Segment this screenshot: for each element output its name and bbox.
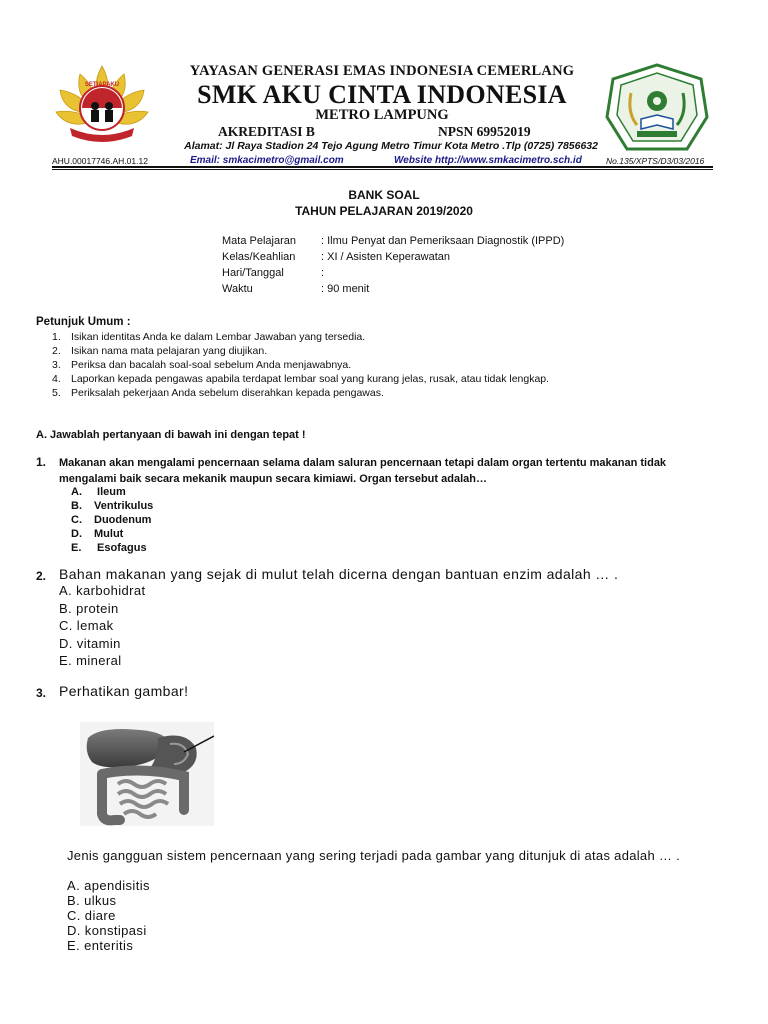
- digestive-system-image: [80, 722, 214, 826]
- npsn: NPSN 69952019: [438, 124, 531, 139]
- question-2-option-d[interactable]: D. vitamin: [59, 636, 121, 651]
- question-2-option-c[interactable]: C. lemak: [59, 618, 114, 633]
- school-logo-right: [603, 63, 711, 155]
- question-3-question: Jenis gangguan sistem pencernaan yang sering terjadi pada gambar yang ditunjuk di atas adalah … .: [67, 848, 681, 863]
- question-3-option-b[interactable]: B. ulkus: [67, 893, 117, 908]
- school-website[interactable]: Website http://www.smkacimetro.sch.id: [394, 155, 582, 166]
- question-1-option-d[interactable]: D. Mulut: [71, 528, 124, 540]
- info-value-date: :: [321, 267, 325, 279]
- question-1-number: 1.: [36, 455, 47, 469]
- question-3-option-e[interactable]: E. enteritis: [67, 938, 134, 953]
- instruction-item: 3. Periksa dan bacalah soal-soal sebelum Anda menjawabnya.: [52, 359, 352, 371]
- question-1-option-b[interactable]: B. Ventrikulus: [71, 500, 154, 512]
- info-value-class: : XI / Asisten Keperawatan: [321, 251, 451, 263]
- info-label-class: Kelas/Keahlian: [222, 251, 296, 263]
- accreditation: AKREDITASI B: [218, 124, 315, 139]
- foundation-name: YAYASAN GENERASI EMAS INDONESIA CEMERLANG: [189, 63, 575, 79]
- question-3-option-d[interactable]: D. konstipasi: [67, 923, 147, 938]
- header-rule-thin: [52, 169, 713, 170]
- question-3-number: 3.: [36, 686, 47, 700]
- ahu-number: AHU.00017746.AH.01.12: [52, 156, 148, 166]
- question-1-option-a[interactable]: A. Ileum: [71, 486, 126, 498]
- school-email[interactable]: Email: smkacimetro@gmail.com: [190, 155, 344, 166]
- question-3-text: Perhatikan gambar!: [59, 683, 189, 699]
- svg-text:SETIAPAKU: SETIAPAKU: [84, 82, 120, 88]
- question-1-option-e[interactable]: E. Esofagus: [71, 542, 147, 554]
- info-value-subject: : Ilmu Penyat dan Pemeriksaan Diagnostik (IPPD): [321, 235, 565, 247]
- doc-subtitle: TAHUN PELAJARAN 2019/2020: [295, 204, 473, 218]
- instruction-item: 4. Laporkan kepada pengawas apabila terdapat lembar soal yang kurang jelas, rusak, atau tidak lengkap.: [52, 373, 550, 385]
- instruction-item: 5. Periksalah pekerjaan Anda sebelum diserahkan kepada pengawas.: [52, 387, 384, 399]
- info-value-time: : 90 menit: [321, 283, 370, 295]
- instruction-item: 2. Isikan nama mata pelajaran yang diujikan.: [52, 345, 268, 357]
- school-city: METRO LAMPUNG: [315, 107, 449, 123]
- instruction-item: 1. Isikan identitas Anda ke dalam Lembar Jawaban yang tersedia.: [52, 331, 366, 343]
- question-2-text: Bahan makanan yang sejak di mulut telah dicerna dengan bantuan enzim adalah … .: [59, 566, 619, 582]
- header-rule: [52, 166, 713, 168]
- question-1-option-c[interactable]: C. Duodenum: [71, 514, 152, 526]
- doc-title: BANK SOAL: [348, 188, 420, 202]
- school-logo-left: [52, 62, 152, 154]
- registration-number: No.135/XPTS/D3/03/2016: [606, 156, 705, 166]
- question-2-option-e[interactable]: E. mineral: [59, 653, 122, 668]
- question-2-option-b[interactable]: B. protein: [59, 601, 119, 616]
- info-label-date: Hari/Tanggal: [222, 267, 284, 279]
- section-heading: A. Jawablah pertanyaan di bawah ini dengan tepat !: [36, 429, 306, 441]
- question-1-text: Makanan akan mengalami pencernaan selama dalam saluran pencernaan tetapi dalam organ tertentu makanan tidak mengalami baik secara mekanik maupun secara kimiawi. Organ tersebut adalah…: [59, 457, 667, 485]
- question-2-number: 2.: [36, 569, 47, 583]
- question-3-option-c[interactable]: C. diare: [67, 908, 116, 923]
- info-label-time: Waktu: [222, 283, 253, 295]
- instructions-heading: Petunjuk Umum :: [36, 316, 131, 328]
- question-3-option-a[interactable]: A. apendisitis: [67, 878, 150, 893]
- question-2-option-a[interactable]: A. karbohidrat: [59, 583, 146, 598]
- school-address: Alamat: Jl Raya Stadion 24 Tejo Agung Metro Timur Kota Metro .Tlp (0725) 7856632: [184, 140, 598, 152]
- info-label-subject: Mata Pelajaran: [222, 235, 296, 247]
- school-name: SMK AKU CINTA INDONESIA: [197, 80, 567, 109]
